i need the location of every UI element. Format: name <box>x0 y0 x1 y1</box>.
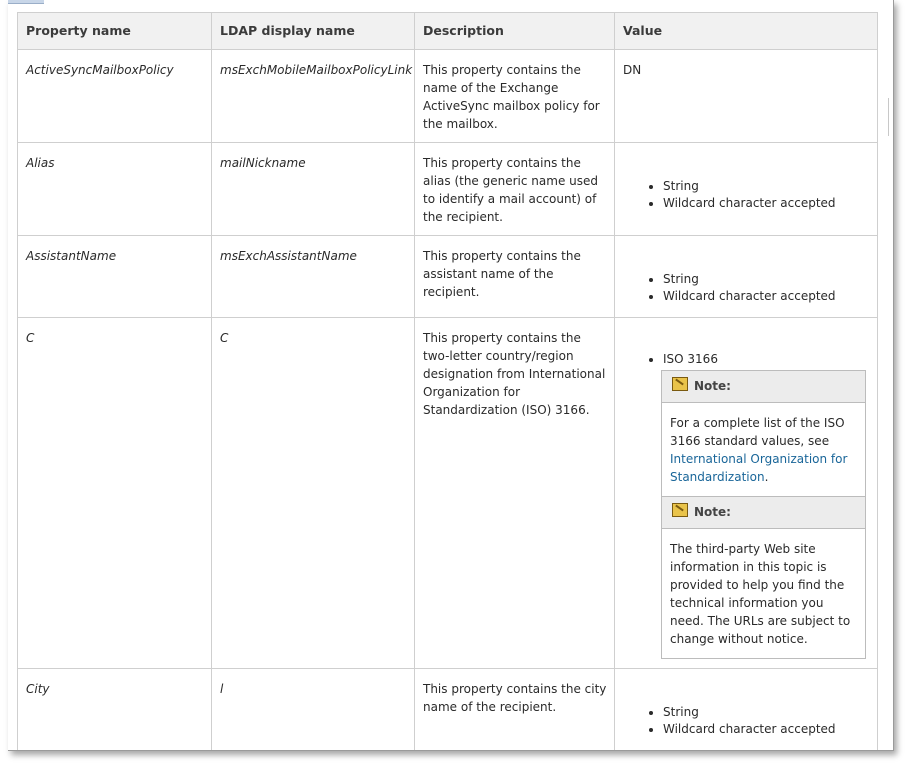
note-header <box>662 371 865 403</box>
table-header-row <box>18 13 878 50</box>
window-tab <box>8 0 44 4</box>
description-cell: This property contains the name of the Exchange ActiveSync mailbox policy for the mailbox. <box>415 50 615 143</box>
properties-table <box>17 12 878 751</box>
value-cell <box>615 669 878 752</box>
property-name-cell: C <box>18 318 212 669</box>
property-name-cell: ActiveSyncMailboxPolicy <box>18 50 212 143</box>
note-title: Note: <box>694 379 731 393</box>
ldap-name-cell: msExchMobileMailboxPolicyLink <box>212 50 415 143</box>
note-text-end: . <box>764 470 769 484</box>
value-list <box>623 178 869 212</box>
note-body <box>662 403 865 496</box>
description-cell: This property contains the alias (the generic name used to identify a mail account) of the recipient. <box>415 143 615 236</box>
column-header-value: Value <box>615 13 878 50</box>
ldap-name-cell: mailNickname <box>212 143 415 236</box>
description-cell: This property contains the city name of the recipient. <box>415 669 615 752</box>
note-box <box>661 370 866 497</box>
column-header-ldap-display-name: LDAP display name <box>212 13 415 50</box>
note-header <box>662 497 865 529</box>
list-item: • Wildcard character accepted <box>663 288 869 305</box>
note-body: The third-party Web site information in this topic is provided to help you find the technical information you need. The URLs are subject to change without notice. <box>670 542 851 646</box>
list-item: • Wildcard character accepted <box>663 195 869 212</box>
list-item: • String <box>663 271 869 288</box>
value-cell <box>615 236 878 318</box>
scrollbar-thumb[interactable] <box>888 98 893 136</box>
table-row <box>18 143 878 236</box>
column-header-description: Description <box>415 13 615 50</box>
property-name-cell: Alias <box>18 143 212 236</box>
ldap-name-cell: msExchAssistantName <box>212 236 415 318</box>
value-list <box>623 271 869 305</box>
list-item: • String <box>663 704 869 721</box>
table-row <box>18 236 878 318</box>
list-item-text: ISO 3166 <box>663 352 718 366</box>
table-row <box>18 50 878 143</box>
property-name-cell: City <box>18 669 212 752</box>
iso-link[interactable]: International Organization for Standardization <box>670 452 848 484</box>
value-list <box>623 351 869 659</box>
list-item: • Wildcard character accepted <box>663 721 869 738</box>
description-cell: This property contains the two-letter country/region designation from International Organization for Standardization (ISO) 3166. <box>415 318 615 669</box>
note-icon <box>672 377 688 391</box>
table-row <box>18 318 878 669</box>
value-list <box>623 704 869 738</box>
table-row <box>18 669 878 752</box>
value-cell <box>615 318 878 669</box>
list-item <box>663 351 869 659</box>
value-cell: DN <box>615 50 878 143</box>
value-cell <box>615 143 878 236</box>
column-header-property-name: Property name <box>18 13 212 50</box>
note-title: Note: <box>694 505 731 519</box>
document-frame <box>8 0 894 751</box>
list-item: • String <box>663 178 869 195</box>
note-icon <box>672 503 688 517</box>
note-box <box>661 497 866 659</box>
description-cell: This property contains the assistant name of the recipient. <box>415 236 615 318</box>
note-text: For a complete list of the ISO 3166 standard values, see <box>670 416 845 448</box>
property-name-cell: AssistantName <box>18 236 212 318</box>
ldap-name-cell: l <box>212 669 415 752</box>
ldap-name-cell: C <box>212 318 415 669</box>
